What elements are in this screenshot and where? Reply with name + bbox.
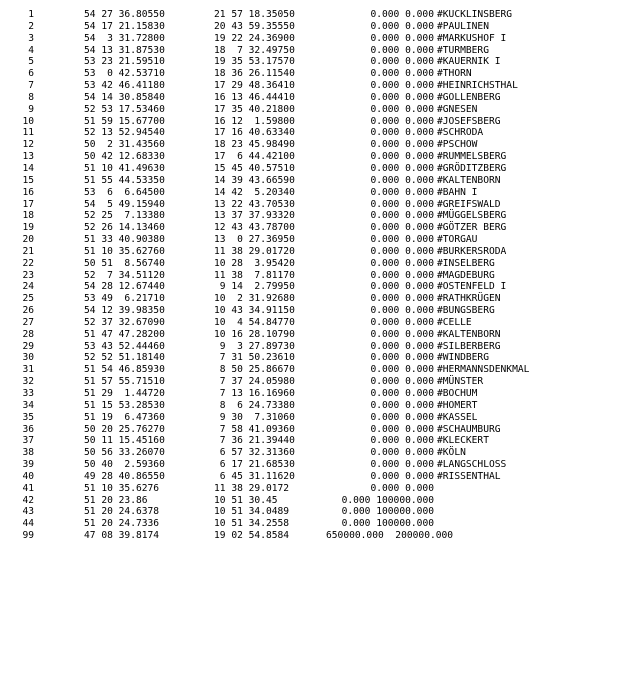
latitude: 54 3 31.72800 (84, 32, 165, 44)
station-name: #TORGAU (437, 234, 478, 246)
point-number: 24 (22, 281, 34, 293)
point-number: 16 (22, 186, 34, 198)
latitude: 50 40 2.59360 (84, 459, 165, 471)
latitude: 53 0 42.53710 (84, 68, 165, 80)
longitude: 6 17 21.68530 (214, 459, 295, 471)
easting-northing: 0.000 0.000 (370, 435, 434, 447)
easting-northing: 0.000 0.000 (370, 388, 434, 399)
longitude: 7 36 21.39440 (214, 435, 295, 447)
station-name: #KALTENBORN (437, 174, 501, 186)
longitude: 10 4 54.84770 (214, 316, 295, 328)
station-name: #RISSENTHAL (437, 470, 501, 482)
station-name: #BOCHUM (437, 388, 478, 399)
longitude: 8 50 25.86670 (214, 364, 295, 376)
station-name: #CELLE (437, 316, 472, 328)
station-name: #KÖLN (437, 447, 466, 459)
station-name: #PSCHOW (437, 139, 478, 151)
latitude: 51 47 47.28200 (84, 328, 165, 340)
easting-northing: 0.000 0.000 (370, 9, 434, 20)
easting-northing: 0.000 0.000 (370, 482, 434, 494)
station-name: #MARKUSHOF I (437, 32, 507, 44)
station-name: #BAHN I (437, 186, 478, 198)
station-name: #MÜGGELSBERG (437, 210, 507, 222)
longitude: 8 6 24.73380 (214, 399, 295, 411)
station-name: #RATHKRÜGEN (437, 293, 501, 305)
longitude: 15 45 40.57510 (214, 162, 295, 174)
easting-northing: 0.000 0.000 (370, 459, 434, 471)
longitude: 6 57 32.31360 (214, 447, 295, 459)
latitude: 54 5 49.15940 (84, 198, 165, 210)
latitude: 51 10 35.6276 (84, 482, 160, 494)
longitude: 10 2 31.92680 (214, 293, 295, 305)
station-name: #HERMANNSDENKMAL (437, 364, 530, 376)
longitude: 17 6 44.42100 (214, 151, 295, 163)
easting-northing: 0.000 0.000 (370, 32, 434, 44)
latitude: 51 10 35.62760 (84, 245, 165, 257)
station-name: #MAGDEBURG (437, 269, 495, 281)
latitude: 51 54 46.85930 (84, 364, 165, 376)
point-number: 15 (22, 174, 34, 186)
latitude: 51 20 23.86 (84, 494, 148, 506)
longitude: 10 16 28.10790 (214, 328, 295, 340)
longitude: 11 38 29.01720 (214, 245, 295, 257)
point-number: 13 (22, 151, 34, 163)
latitude: 53 43 52.44460 (84, 340, 165, 352)
latitude: 50 11 15.45160 (84, 435, 165, 447)
point-number: 22 (22, 257, 34, 269)
station-name: #SCHRODA (437, 127, 484, 139)
latitude: 53 23 21.59510 (84, 56, 165, 68)
point-number: 9 (28, 103, 34, 115)
longitude: 10 51 34.2558 (214, 518, 290, 530)
point-number: 44 (22, 518, 34, 530)
latitude: 52 52 51.18140 (84, 352, 165, 364)
longitude: 7 58 41.09360 (214, 423, 295, 435)
easting-northing: 0.000 0.000 (370, 293, 434, 305)
easting-northing: 0.000 0.000 (370, 352, 434, 364)
longitude: 11 38 7.81170 (214, 269, 295, 281)
easting-northing: 0.000 100000.000 (341, 506, 434, 518)
latitude: 53 49 6.21710 (84, 293, 165, 305)
latitude: 54 17 21.15830 (84, 20, 165, 32)
longitude: 19 02 54.8584 (214, 530, 290, 542)
point-number: 33 (22, 388, 34, 399)
point-number: 28 (22, 328, 34, 340)
easting-northing: 0.000 0.000 (370, 56, 434, 68)
latitude: 54 14 30.85840 (84, 91, 165, 103)
latitude: 51 59 15.67700 (84, 115, 165, 127)
latitude: 51 33 40.90380 (84, 234, 165, 246)
point-number: 27 (22, 316, 34, 328)
point-number: 11 (22, 127, 34, 139)
easting-northing: 0.000 0.000 (370, 80, 434, 92)
longitude: 14 42 5.20340 (214, 186, 295, 198)
longitude: 9 30 7.31060 (214, 411, 295, 423)
latitude: 54 13 31.87530 (84, 44, 165, 56)
latitude: 54 28 12.67440 (84, 281, 165, 293)
longitude: 10 51 30.45 (214, 494, 278, 506)
easting-northing: 0.000 0.000 (370, 44, 434, 56)
longitude: 9 3 27.89730 (214, 340, 295, 352)
longitude: 18 36 26.11540 (214, 68, 295, 80)
station-name: #INSELBERG (437, 257, 495, 269)
longitude: 20 43 59.35550 (214, 20, 295, 32)
easting-northing: 0.000 0.000 (370, 328, 434, 340)
point-number: 30 (22, 352, 34, 364)
point-number: 35 (22, 411, 34, 423)
longitude: 19 22 24.36900 (214, 32, 295, 44)
longitude: 13 0 27.36950 (214, 234, 295, 246)
point-number: 4 (28, 44, 34, 56)
point-number: 36 (22, 423, 34, 435)
longitude: 13 37 37.93320 (214, 210, 295, 222)
latitude: 51 20 24.7336 (84, 518, 160, 530)
longitude: 17 16 40.63340 (214, 127, 295, 139)
longitude: 13 22 43.70530 (214, 198, 295, 210)
latitude: 54 27 36.80550 (84, 9, 165, 20)
latitude: 51 10 41.49630 (84, 162, 165, 174)
point-number: 14 (22, 162, 34, 174)
longitude: 7 13 16.16960 (214, 388, 295, 399)
station-name: #HOMERT (437, 399, 478, 411)
point-number: 39 (22, 459, 34, 471)
point-number: 20 (22, 234, 34, 246)
latitude: 54 12 39.98350 (84, 305, 165, 317)
station-name: #OSTENFELD I (437, 281, 507, 293)
station-name: #THORN (437, 68, 472, 80)
easting-northing: 0.000 0.000 (370, 198, 434, 210)
longitude: 12 43 43.78700 (214, 222, 295, 234)
easting-northing: 0.000 0.000 (370, 447, 434, 459)
station-name: #RUMMELSBERG (437, 151, 507, 163)
longitude: 10 51 34.0489 (214, 506, 290, 518)
station-name: #JOSEFSBERG (437, 115, 501, 127)
latitude: 52 53 17.53460 (84, 103, 165, 115)
station-name: #BURKERSRODA (437, 245, 507, 257)
point-number: 29 (22, 340, 34, 352)
station-name: #WINDBERG (437, 352, 489, 364)
point-number: 1 (28, 9, 34, 20)
easting-northing: 0.000 0.000 (370, 340, 434, 352)
latitude: 50 51 8.56740 (84, 257, 165, 269)
easting-northing: 0.000 0.000 (370, 423, 434, 435)
longitude: 10 28 3.95420 (214, 257, 295, 269)
easting-northing: 0.000 0.000 (370, 245, 434, 257)
station-name: #SILBERBERG (437, 340, 501, 352)
latitude: 49 28 40.86550 (84, 470, 165, 482)
latitude: 47 08 39.8174 (84, 530, 160, 542)
point-number: 5 (28, 56, 34, 68)
easting-northing: 0.000 0.000 (370, 151, 434, 163)
easting-northing: 0.000 0.000 (370, 234, 434, 246)
point-number: 43 (22, 506, 34, 518)
station-name: #GÖTZER BERG (437, 222, 507, 234)
point-number: 42 (22, 494, 34, 506)
point-number: 18 (22, 210, 34, 222)
easting-northing: 0.000 0.000 (370, 269, 434, 281)
easting-northing: 0.000 0.000 (370, 174, 434, 186)
latitude: 51 57 55.71510 (84, 376, 165, 388)
longitude: 19 35 53.17570 (214, 56, 295, 68)
easting-northing: 0.000 0.000 (370, 257, 434, 269)
easting-northing: 650000.000 200000.000 (326, 530, 454, 542)
longitude: 17 29 48.36410 (214, 80, 295, 92)
longitude: 17 35 40.21800 (214, 103, 295, 115)
station-name: #GNESEN (437, 103, 478, 115)
station-name: #LANGSCHLOSS (437, 459, 507, 471)
easting-northing: 0.000 0.000 (370, 210, 434, 222)
point-number: 23 (22, 269, 34, 281)
easting-northing: 0.000 0.000 (370, 186, 434, 198)
point-number: 8 (28, 91, 34, 103)
easting-northing: 0.000 0.000 (370, 222, 434, 234)
latitude: 52 7 34.51120 (84, 269, 165, 281)
easting-northing: 0.000 0.000 (370, 91, 434, 103)
longitude: 7 31 50.23610 (214, 352, 295, 364)
longitude: 16 12 1.59800 (214, 115, 295, 127)
easting-northing: 0.000 0.000 (370, 115, 434, 127)
latitude: 51 55 44.53350 (84, 174, 165, 186)
point-number: 6 (28, 68, 34, 80)
point-number: 21 (22, 245, 34, 257)
point-number: 31 (22, 364, 34, 376)
latitude: 51 19 6.47360 (84, 411, 165, 423)
easting-northing: 0.000 100000.000 (341, 518, 434, 530)
station-name: #KAUERNIK I (437, 56, 501, 68)
easting-northing: 0.000 0.000 (370, 376, 434, 388)
station-name: #KASSEL (437, 411, 478, 423)
latitude: 50 2 31.43560 (84, 139, 165, 151)
point-number: 38 (22, 447, 34, 459)
easting-northing: 0.000 0.000 (370, 316, 434, 328)
station-name: #KALTENBORN (437, 328, 501, 340)
longitude: 11 38 29.0172 (214, 482, 290, 494)
latitude: 51 15 53.28530 (84, 399, 165, 411)
longitude: 10 43 34.91150 (214, 305, 295, 317)
easting-northing: 0.000 0.000 (370, 68, 434, 80)
longitude: 9 14 2.79950 (214, 281, 295, 293)
easting-northing: 0.000 100000.000 (341, 494, 434, 506)
easting-northing: 0.000 0.000 (370, 411, 434, 423)
easting-northing: 0.000 0.000 (370, 399, 434, 411)
longitude: 7 37 24.05980 (214, 376, 295, 388)
easting-northing: 0.000 0.000 (370, 470, 434, 482)
easting-northing: 0.000 0.000 (370, 20, 434, 32)
point-number: 2 (28, 20, 34, 32)
point-number: 37 (22, 435, 34, 447)
easting-northing: 0.000 0.000 (370, 127, 434, 139)
latitude: 50 42 12.68330 (84, 151, 165, 163)
station-name: #GREIFSWALD (437, 198, 501, 210)
point-number: 32 (22, 376, 34, 388)
station-name: #BUNGSBERG (437, 305, 495, 317)
latitude: 50 20 25.76270 (84, 423, 165, 435)
latitude: 52 37 32.67090 (84, 316, 165, 328)
point-number: 41 (22, 482, 34, 494)
easting-northing: 0.000 0.000 (370, 139, 434, 151)
latitude: 52 25 7.13380 (84, 210, 165, 222)
station-name: #TURMBERG (437, 44, 489, 56)
point-number: 99 (22, 530, 34, 542)
longitude: 21 57 18.35050 (214, 9, 295, 20)
point-number: 25 (22, 293, 34, 305)
station-name: #SCHAUMBURG (437, 423, 501, 435)
longitude: 16 13 46.44410 (214, 91, 295, 103)
latitude: 52 26 14.13460 (84, 222, 165, 234)
latitude: 51 29 1.44720 (84, 388, 165, 399)
point-number: 10 (22, 115, 34, 127)
latitude: 53 42 46.41180 (84, 80, 165, 92)
point-number: 17 (22, 198, 34, 210)
point-number: 40 (22, 470, 34, 482)
station-name: #GOLLENBERG (437, 91, 501, 103)
easting-northing: 0.000 0.000 (370, 103, 434, 115)
easting-northing: 0.000 0.000 (370, 281, 434, 293)
longitude: 6 45 31.11620 (214, 470, 295, 482)
longitude: 18 23 45.98490 (214, 139, 295, 151)
point-number: 34 (22, 399, 34, 411)
latitude: 53 6 6.64500 (84, 186, 165, 198)
easting-northing: 0.000 0.000 (370, 305, 434, 317)
latitude: 50 56 33.26070 (84, 447, 165, 459)
point-number: 7 (28, 80, 34, 92)
station-name: #GRÖDITZBERG (437, 162, 507, 174)
point-number: 19 (22, 222, 34, 234)
longitude: 18 7 32.49750 (214, 44, 295, 56)
station-name: #KLECKERT (437, 435, 489, 447)
point-number: 3 (28, 32, 34, 44)
station-name: #KUCKLINSBERG (437, 9, 513, 20)
longitude: 14 39 43.66590 (214, 174, 295, 186)
easting-northing: 0.000 0.000 (370, 364, 434, 376)
latitude: 51 20 24.6378 (84, 506, 160, 518)
point-number: 26 (22, 305, 34, 317)
station-name: #HEINRICHSTHAL (437, 80, 518, 92)
latitude: 52 13 52.94540 (84, 127, 165, 139)
easting-northing: 0.000 0.000 (370, 162, 434, 174)
station-name: #MÜNSTER (437, 376, 484, 388)
station-name: #PAULINEN (437, 20, 489, 32)
point-number: 12 (22, 139, 34, 151)
